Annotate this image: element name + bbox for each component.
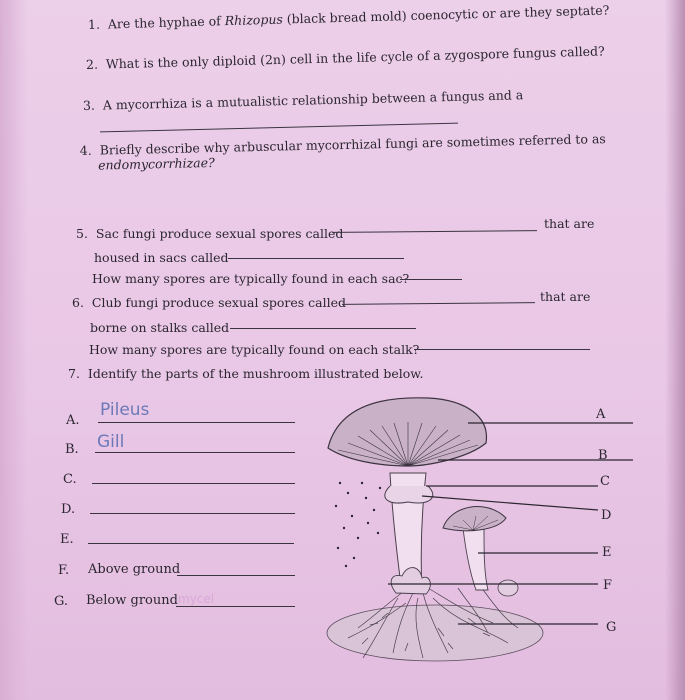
q6-count-line[interactable] [414,349,590,350]
mushroom-diagram [318,388,638,678]
diagram-label-e: E [602,545,612,560]
question-6-line-3: How many spores are typically found on each stalk? [89,342,420,357]
volva [391,568,430,594]
part-f-letter: F. [58,563,70,578]
diagram-label-b: B [598,448,608,463]
part-g-letter: G. [54,594,69,609]
part-b-letter: B. [65,442,79,457]
small-stalk [463,528,488,590]
diagram-label-g: G [606,620,617,635]
diagram-label-c: C [600,474,610,489]
part-g-text: Below ground [86,593,178,608]
part-e-letter: E. [60,532,74,547]
diagram-label-f: F [603,578,613,593]
question-6-line-1: 6. Club fungi produce sexual spores called [72,295,346,310]
question-1: 1. Are the hyphae of Rhizopus (black bread mold) coenocytic or are they septate? [87,2,610,32]
q6-that-are: that are [540,289,591,304]
annulus [385,486,433,503]
part-a-answer[interactable]: Pileus [100,400,150,420]
part-d-line[interactable] [90,513,295,514]
q6-stalks-line[interactable] [230,328,416,329]
diagram-label-d: D [601,508,612,523]
diagram-label-a: A [596,407,606,422]
q5-that-are: that are [544,216,595,231]
part-b-line[interactable] [95,452,295,453]
question-3: 3. A mycorrhiza is a mutualistic relationship between a fungus and a [82,87,524,113]
question-5-line-1: 5. Sac fungi produce sexual spores called [76,226,344,241]
part-a-line[interactable] [98,422,295,423]
cap [328,398,486,466]
part-g-answer[interactable]: mycel [178,592,215,606]
question-5-line-2: housed in sacs called [94,250,229,265]
soil [327,605,543,661]
q5-spores-line[interactable] [332,230,537,233]
part-f-line[interactable] [177,575,295,576]
button-mushroom [498,580,518,596]
q5-count-line[interactable] [400,279,462,280]
part-c-line[interactable] [92,483,295,484]
spores [335,482,381,567]
q3-answer-line[interactable] [100,123,458,133]
paper-shadow [665,0,685,700]
part-c-letter: C. [63,472,77,487]
part-b-answer[interactable]: Gill [97,432,125,452]
question-7: 7. Identify the parts of the mushroom illustrated below. [68,366,424,381]
part-g-line[interactable] [176,606,295,607]
part-d-letter: D. [61,502,76,517]
part-a-letter: A. [66,413,80,428]
question-5-line-3: How many spores are typically found in each sac? [92,271,410,286]
part-f-text: Above ground [88,562,181,577]
q6-spores-line[interactable] [342,302,535,305]
paper-edge-shading [0,0,28,700]
q5-sacs-line[interactable] [228,258,404,259]
part-e-line[interactable] [88,543,294,544]
question-4: 4. Briefly describe why arbuscular mycorrhizal fungi are sometimes referred to as endomycorrhizae? [79,131,606,173]
question-6-line-2: borne on stalks called [90,320,230,335]
small-cap [443,507,506,531]
question-2: 2. What is the only diploid (2n) cell in the life cycle of a zygospore fungus called? [85,43,605,72]
